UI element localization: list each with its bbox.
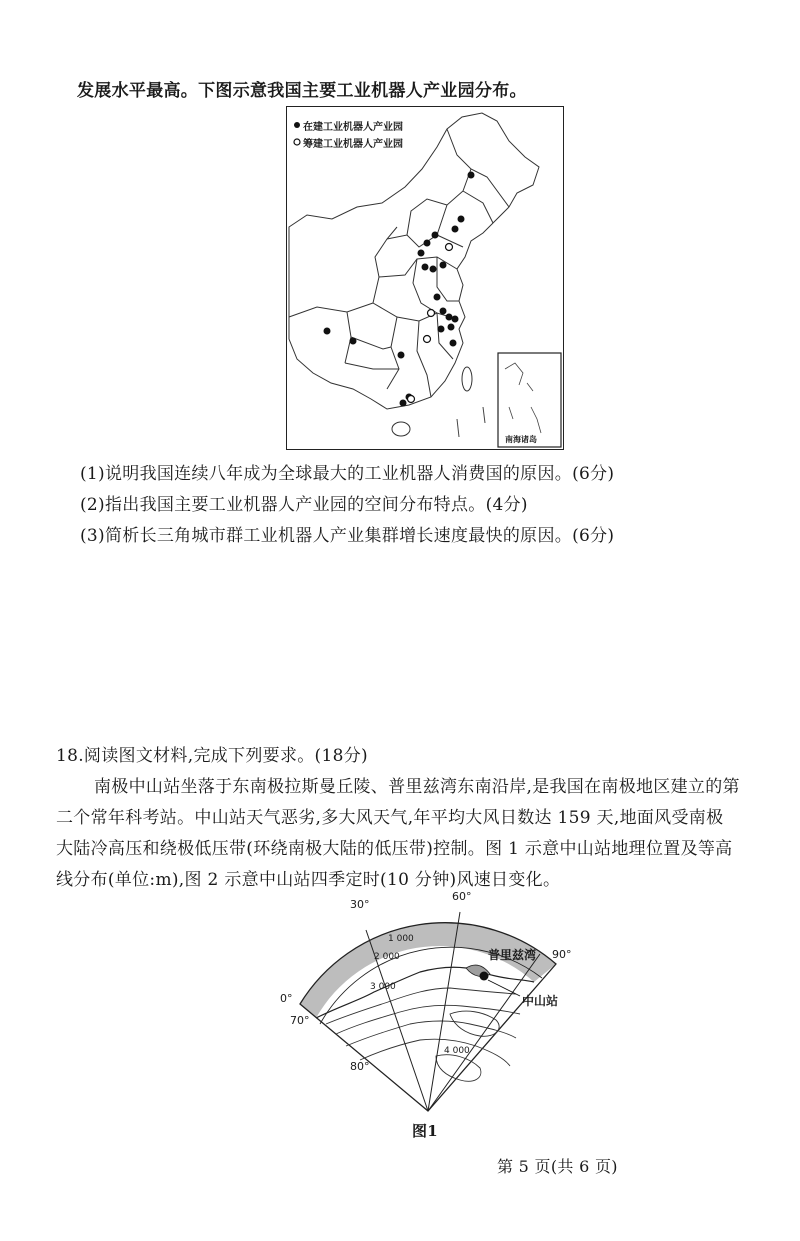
zhongshan-station-marker [480, 972, 489, 981]
legend-planned-text: 筹建工业机器人产业园 [303, 139, 403, 150]
inset-label: 南海诸岛 [505, 435, 537, 444]
label-60: 60° [452, 890, 472, 903]
label-0: 0° [280, 992, 293, 1005]
contour-label-1000: 1 000 [388, 934, 414, 944]
zhongshan-station-label: 中山站 [522, 994, 559, 1008]
legend-built-marker [294, 122, 300, 128]
q18-paragraph-line: 线分布(单位:m),图 2 示意中山站四季定时(10 分钟)风速日变化。 [56, 870, 561, 890]
china-robot-park-map [286, 106, 564, 450]
intro-text: 发展水平最高。下图示意我国主要工业机器人产业园分布。 [77, 81, 527, 101]
prydz-bay-label: 普里兹湾 [488, 948, 537, 962]
question-3: (3)简析长三角城市群工业机器人产业集群增长速度最快的原因。(6分) [80, 526, 615, 546]
page-footer: 第 5 页(共 6 页) [497, 1157, 618, 1176]
label-30: 30° [350, 898, 370, 911]
q18-paragraph-line: 大陆冷高压和绕极低压带(环绕南极大陆的低压带)控制。图 1 示意中山站地理位置及等高 [56, 839, 733, 859]
legend-planned-marker [294, 139, 300, 145]
q18-heading: 18.阅读图文材料,完成下列要求。(18分) [56, 746, 368, 766]
question-1: (1)说明我国连续八年成为全球最大的工业机器人消费国的原因。(6分) [80, 464, 615, 484]
contour-label-3000: 3 000 [370, 982, 396, 992]
contour-label-4000: 4 000 [444, 1046, 470, 1056]
label-90: 90° [552, 948, 572, 961]
q18-paragraph-line: 南极中山站坐落于东南极拉斯曼丘陵、普里兹湾东南沿岸,是我国在南极地区建立的第 [94, 777, 740, 797]
figure-1-antarctic-map [270, 890, 590, 1116]
contour-label-2000: 2 000 [374, 952, 400, 962]
figure-1-caption: 图1 [412, 1122, 439, 1140]
china-map-drawing [287, 107, 563, 449]
label-80: 80° [350, 1060, 370, 1073]
question-2: (2)指出我国主要工业机器人产业园的空间分布特点。(4分) [80, 495, 528, 515]
legend-built-text: 在建工业机器人产业园 [303, 122, 403, 133]
label-70: 70° [290, 1014, 310, 1027]
q18-paragraph-line: 二个常年科考站。中山站天气恶劣,多大风天气,年平均大风日数达 159 天,地面风受南极 [56, 808, 724, 828]
